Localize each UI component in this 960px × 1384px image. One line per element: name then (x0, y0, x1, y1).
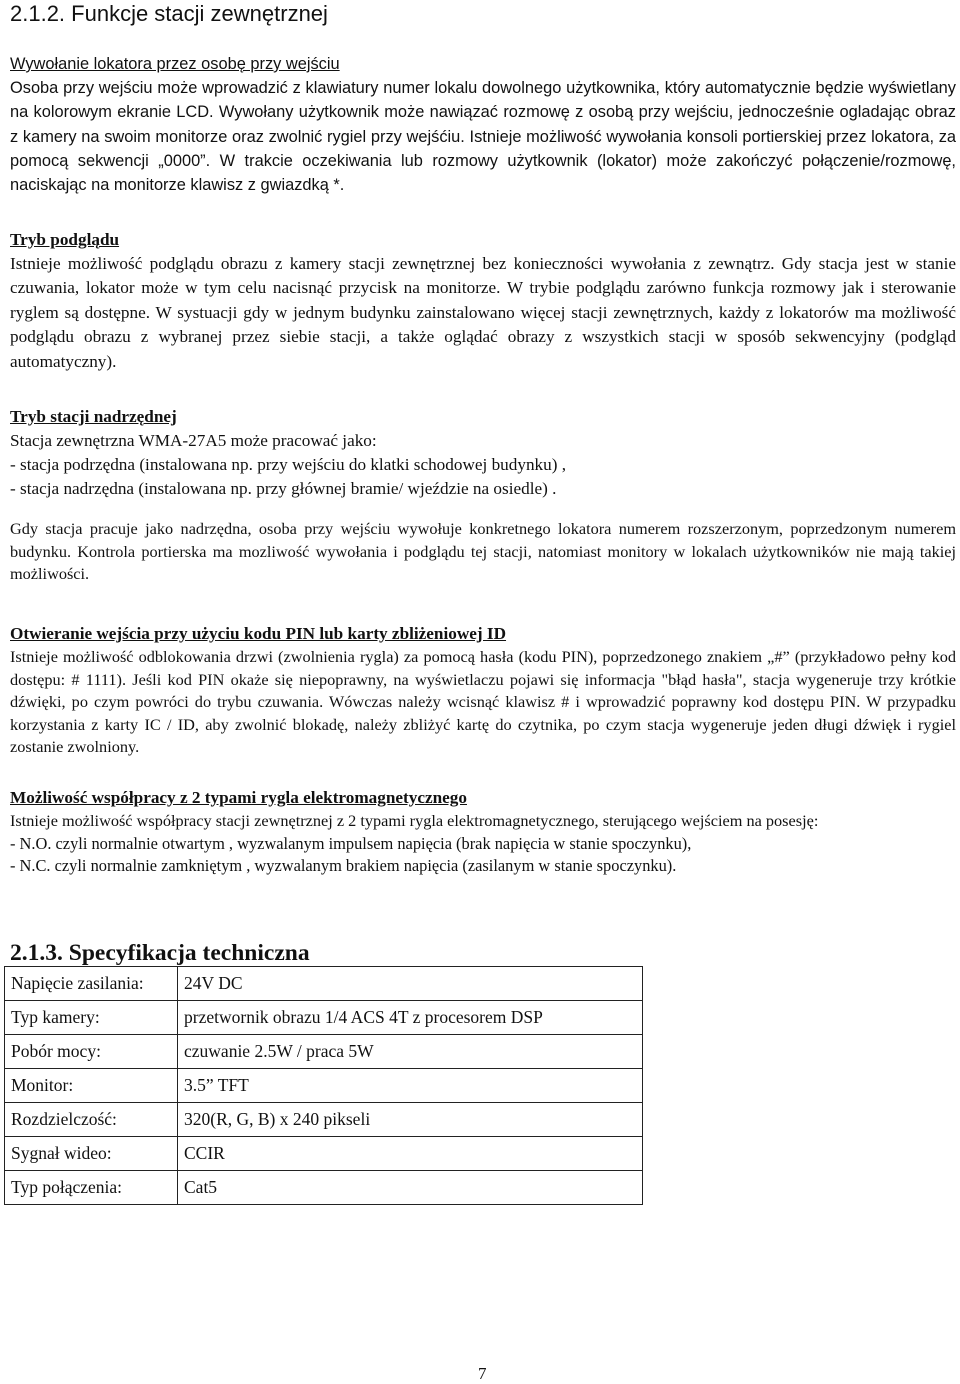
section-heading-specyfikacja: 2.1.3. Specyfikacja techniczna (10, 940, 310, 966)
list-item-nc: - N.C. czyli normalnie zamkniętym , wyzwalanym brakiem napięcia (zasilanym w stanie spoczynku). (10, 856, 677, 876)
section-nadrzedna (10, 405, 956, 586)
section-lokator (10, 52, 956, 197)
section-pin (10, 622, 956, 759)
spec-value: 24V DC (178, 967, 643, 1001)
section-podglad (10, 228, 956, 374)
spec-value: CCIR (178, 1137, 643, 1171)
list-item-nadrzedna: - stacja nadrzędna (instalowana np. przy głównej bramie/ wjeździe na osiedle) . (10, 479, 557, 498)
spec-label: Sygnał wideo: (5, 1137, 178, 1171)
heading-rygiel: Możliwość współpracy z 2 typami rygla elektromagnetycznego (10, 788, 467, 807)
spec-label: Typ kamery: (5, 1001, 178, 1035)
heading-lokator: Wywołanie lokatora przez osobę przy wejściu (10, 55, 340, 73)
spec-label: Monitor: (5, 1069, 178, 1103)
text-podglad: Istnieje możliwość podglądu obrazu z kamery stacji zewnętrznej bez konieczności wywołania z zewnątrz. Gdy stacja jest w stanie czuwania, lokator może w tym celu nacisnąć przycisk na monitorze. W trybie podglądu zarówno funkcja rozmowy jak i sterowanie ryglem są dostępne. W systuacji gdy w jednym budynku zainstalowano więcej stacji zewnętrznych, każdy z lokatorów ma możliwość podglądu obrazu z wybranej przez siebie stacji, a także oglądać obrazy z wszystkich stacji w sposób sekwencyjny (podgląd automatyczny). (10, 254, 956, 371)
spec-table (4, 966, 643, 1205)
spec-label: Pobór mocy: (5, 1035, 178, 1069)
spec-value: Cat5 (178, 1171, 643, 1205)
list-item-no: - N.O. czyli normalnie otwartym , wyzwalanym impulsem napięcia (brak napięcia w stanie spoczynku), (10, 833, 692, 853)
page-number: 7 (478, 1364, 487, 1383)
spec-value: przetwornik obrazu 1/4 ACS 4T z procesorem DSP (178, 1001, 643, 1035)
text-nadrzedna: Gdy stacja pracuje jako nadrzędna, osoba przy wejściu wywołuje konkretnego lokatora numerem rozszerzonym, poprzedzonym numerem budynku. Kontrola portierska ma mozliwość wywołania i podglądu tej stacji, natomiast monitory w lokalach użytkowników nie mają takiej możliwości. (10, 519, 956, 584)
heading-nadrzedna: Tryb stacji nadrzędnej (10, 407, 177, 426)
spec-label: Napięcie zasilania: (5, 967, 178, 1001)
spec-row (5, 1171, 643, 1205)
spec-table-body (5, 967, 643, 1205)
spec-row (5, 1001, 643, 1035)
heading-pin: Otwieranie wejścia przy użyciu kodu PIN lub karty zbliżeniowej ID (10, 624, 507, 643)
spec-label: Typ połączenia: (5, 1171, 178, 1205)
spec-row (5, 1069, 643, 1103)
spec-row (5, 967, 643, 1001)
text-pin: Istnieje możliwość odblokowania drzwi (zwolnienia rygla) za pomocą hasła (kodu PIN), poprzedzonego znakiem „#” (przykładowo pełny kod dostępu: # 1111). Jeśli kod PIN okaże się niepoprawny, na wyświetlaczu pojawi się informacja "błąd hasła", stacja wygeneruje trzy krótkie dźwięki, po czym powróci do trybu czuwania. Wówczas należy wcisnąć klawisz # i wprowadzić poprawny kod dostępu PIN. W przypadku korzystania z karty IC / ID, aby zwolnić blokadę, należy zbliżyć kartę do czytnika, po czym stacja wygeneruje jeden długi dźwięk i rygiel zostanie zwolniony. (10, 647, 956, 757)
heading-podglad: Tryb podglądu (10, 230, 120, 249)
text-rygiel: Istnieje możliwość współpracy stacji zewnętrznej z 2 typami rygla elektromagnetycznego, sterującego wejściem na posesję: (10, 811, 819, 830)
spec-row (5, 1103, 643, 1137)
text-nadrzedna-intro: Stacja zewnętrzna WMA-27A5 może pracować jako: (10, 431, 377, 450)
text-lokator: Osoba przy wejściu może wprowadzić z klawiatury numer lokalu dowolnego użytkownika, który automatycznie będzie wyświetlany na kolorowym ekranie LCD. Wywołany użytkownik może nawiązać rozmowę z osobą przy wejściu, jednocześnie ogladając obraz z kamery na swoim monitorze oraz zwolnić rygiel przy wejśćiu. Istnieje możliwość wywołania konsoli portierskiej przez lokatora, za pomocą sekwencji „0000”. W trakcie oczekiwania lub rozmowy użytkownik (lokator) może zakończyć połączenie/rozmowę, naciskając na monitorze klawisz z gwiazdką *. (10, 79, 956, 195)
spec-value: czuwanie 2.5W / praca 5W (178, 1035, 643, 1069)
section-heading-funkcje: 2.1.2. Funkcje stacji zewnętrznej (10, 1, 328, 26)
spec-row (5, 1137, 643, 1171)
list-item-podrzedna: - stacja podrzędna (instalowana np. przy wejściu do klatki schodowej budynku) , (10, 455, 567, 474)
section-rygiel (10, 786, 956, 878)
spec-label: Rozdzielczość: (5, 1103, 178, 1137)
spec-value: 320(R, G, B) x 240 pikseli (178, 1103, 643, 1137)
spec-row (5, 1035, 643, 1069)
spec-value: 3.5” TFT (178, 1069, 643, 1103)
